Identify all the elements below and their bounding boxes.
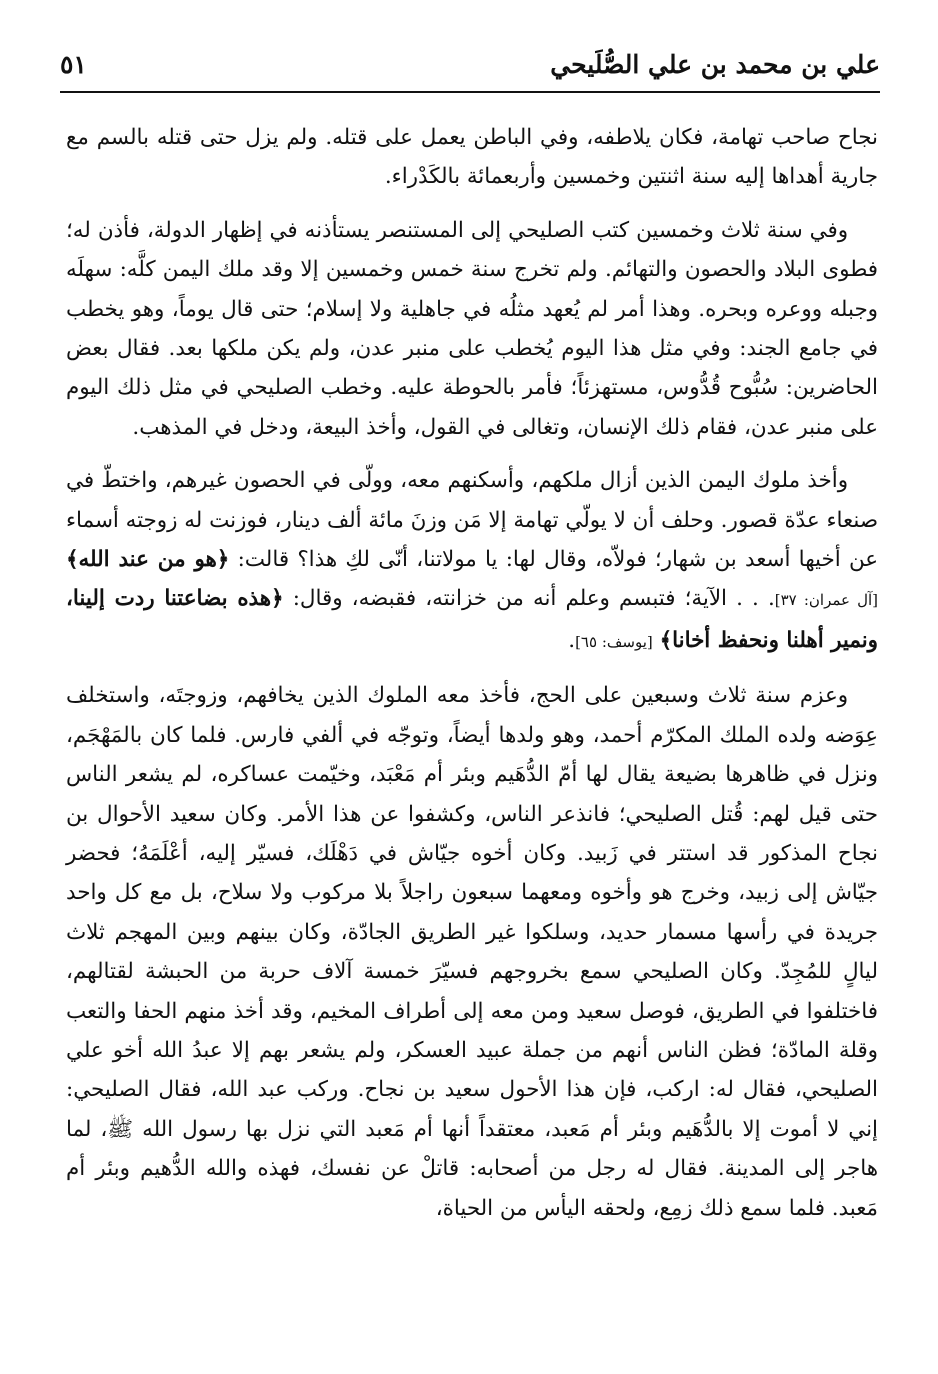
paragraph-2: وفي سنة ثلاث وخمسين كتب الصليحي إلى المستنصر يستأذنه في إظهار الدولة، فأذن له؛ فطوى البلاد والحصون والتهائم. ولم تخرج سنة خمس وخمسين إلا وقد ملك اليمن كلَّه: سهلَه وجبله ووعره وبحره. وهذا أمر لم يُعهد مثلُه في جاهلية ولا إسلام؛ حتى قال يوماً، وهو يخطب في جامع الجند: وفي مثل هذا اليوم يُخطب على منبر عدن، ولم يكن ملكها بعد. فقال بعض الحاضرين: سُبُّوح قُدُّوس، مستهزئاً؛ فأمر بالحوطة عليه. وخطب الصليحي في مثل ذلك اليوم على منبر عدن، فقام ذلك الإنسان، وتغالى في القول، وأخذ البيعة، ودخل في المذهب.	[66, 217, 878, 440]
page-header	[60, 44, 880, 92]
paragraph-3-text-a: وأخذ ملوك اليمن الذين أزال ملكهم، وأسكنهم معه، وولّى في الحصون غيرهم، واختطّ في صنعاء عدّة قصور. وحلف أن لا يولّي تهامة إلا مَن وزنَ مائة ألف دينار، فوزنت له زوجته أسماء عن أخيها أسعد بن شهار؛ فولاّه، وقال لها: يا مولاتنا، أنّى لكِ هذا؟ قالت:	[66, 468, 878, 573]
paragraph-4: وعزم سنة ثلاث وسبعين على الحج، فأخذ معه الملوك الذين يخافهم، وزوجتَه، واستخلف عِوَضه ولده الملك المكرّم أحمد، وهو ولدها أيضاً، وتوجّه في ألفي فارس. فلما كان بالمَهْجَم، ونزل في ظاهرها بضيعة يقال لها أمّ الدُّهَيم وبئر أم مَعْبَد، وخيّمت عساكره، لم يشعر الناس حتى قيل لهم: قُتل الصليحي؛ فانذعر الناس، وكشفوا عن هذا الأمر. وكان سعيد الأحوال بن نجاح المذكور قد استتر في زَبيد. وكان أخوه جيّاش في دَهْلَك، فسيّر إليه، أعْلَمَهُ؛ فحضر جيّاش إلى زبيد، وخرج هو وأخوه ومعهما سبعون راجلاً بلا مركوب ولا سلاح، بل مع كل واحد جريدة في رأسها مسمار حديد، وسلكوا غير الطريق الجادّة، وكان بينهم وبين المهجم ثلاث ليالٍ للمُجِدّ. وكان الصليحي سمع بخروجهم فسيّرَ خمسة آلاف حربة من الحبشة لقتالهم، فاختلفوا في الطريق، فوصل سعيد ومن معه إلى أطراف المخيم، وقد أخذ منهم الحفا والتعب وقلة المادّة؛ فظن الناس أنهم من جملة عبيد العسكر، ولم يشعر بهم إلا عبدُ الله أخو علي الصليحي، فقال له: اركب، فإن هذا الأحول سعيد بن نجاح. وركب عبد الله، فقال الصليحي: إني لا أموت إلا بالدُّهَيم وبئر أم مَعبد، معتقداً أنها أم مَعبد التي نزل بها رسول الله ﷺ، لما هاجر إلى المدينة. فقال له رجل من أصحابه: قاتلْ عن نفسك، فهذه والله الدُّهيم وبئر أم مَعبد. فلما سمع ذلك زمِع، ولحقه اليأس من الحياة،	[66, 683, 878, 1221]
header-rule	[60, 91, 880, 93]
quran-quote-1: ﴿هو من عند الله﴾	[66, 547, 230, 573]
page-number: ٥١	[60, 50, 87, 79]
paragraph-1: نجاح صاحب تهامة، فكان يلاطفه، وفي الباطن يعمل على قتله. ولم يزل حتى قتله بالسم مع جارية أهداها إليه سنة اثنتين وخمسين وأربعمائة بالكَدْراء.	[66, 125, 878, 190]
running-title: علي بن محمد بن علي الصُّلَيحي	[550, 50, 880, 79]
paragraph-3-text-b: . . . الآية؛ فتبسم وعلم أنه من خزانته، فقبضه، وقال:	[292, 586, 775, 612]
quran-reference-2: [يوسف: ٦٥]	[575, 632, 653, 651]
paragraph-3	[66, 461, 878, 662]
quran-reference-1: [آل عمران: ٣٧]	[774, 591, 878, 610]
quran-quote-2: ﴿هذه بضاعتنا ردت إلينا، ونمير أهلنا ونحفظ أخانا﴾	[66, 586, 878, 653]
body-text	[66, 118, 878, 1242]
paragraph-3-text-c: .	[568, 627, 576, 653]
